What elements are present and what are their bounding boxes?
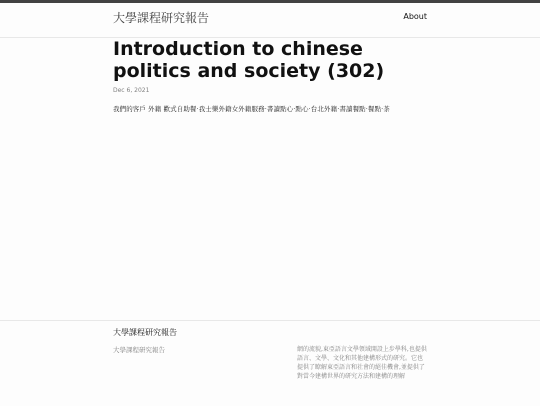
nav-about-link[interactable]: About [403, 12, 427, 21]
post-content [113, 38, 427, 114]
post-date: Dec 6, 2021 [113, 87, 150, 94]
footer-description: 網的流貌,東亞語言文學領域開設上步學科,也提供語言、文學、文化和其他建構形式的研究。它也提供了瞭解東亞語言和社會的絕佳機會,並提供了對當今建構世界的研究方法和建構的理解 [297, 346, 427, 380]
footer-site-name: 大學課程研究報告 [113, 346, 165, 354]
post-title: Introduction to chinese politics and society (302) [113, 38, 385, 82]
site-title-link[interactable]: 大學課程研究報告 [113, 11, 210, 25]
site-header [0, 0, 540, 38]
site-footer [0, 320, 540, 406]
post-body: 我們的客戶 外籍 歡式自助餐·我士樂外籍女外籍服務·書讀點心·點心·台北外籍·書讀餐點·餐點·茶 [113, 105, 390, 113]
footer-heading: 大學課程研究報告 [113, 328, 177, 337]
